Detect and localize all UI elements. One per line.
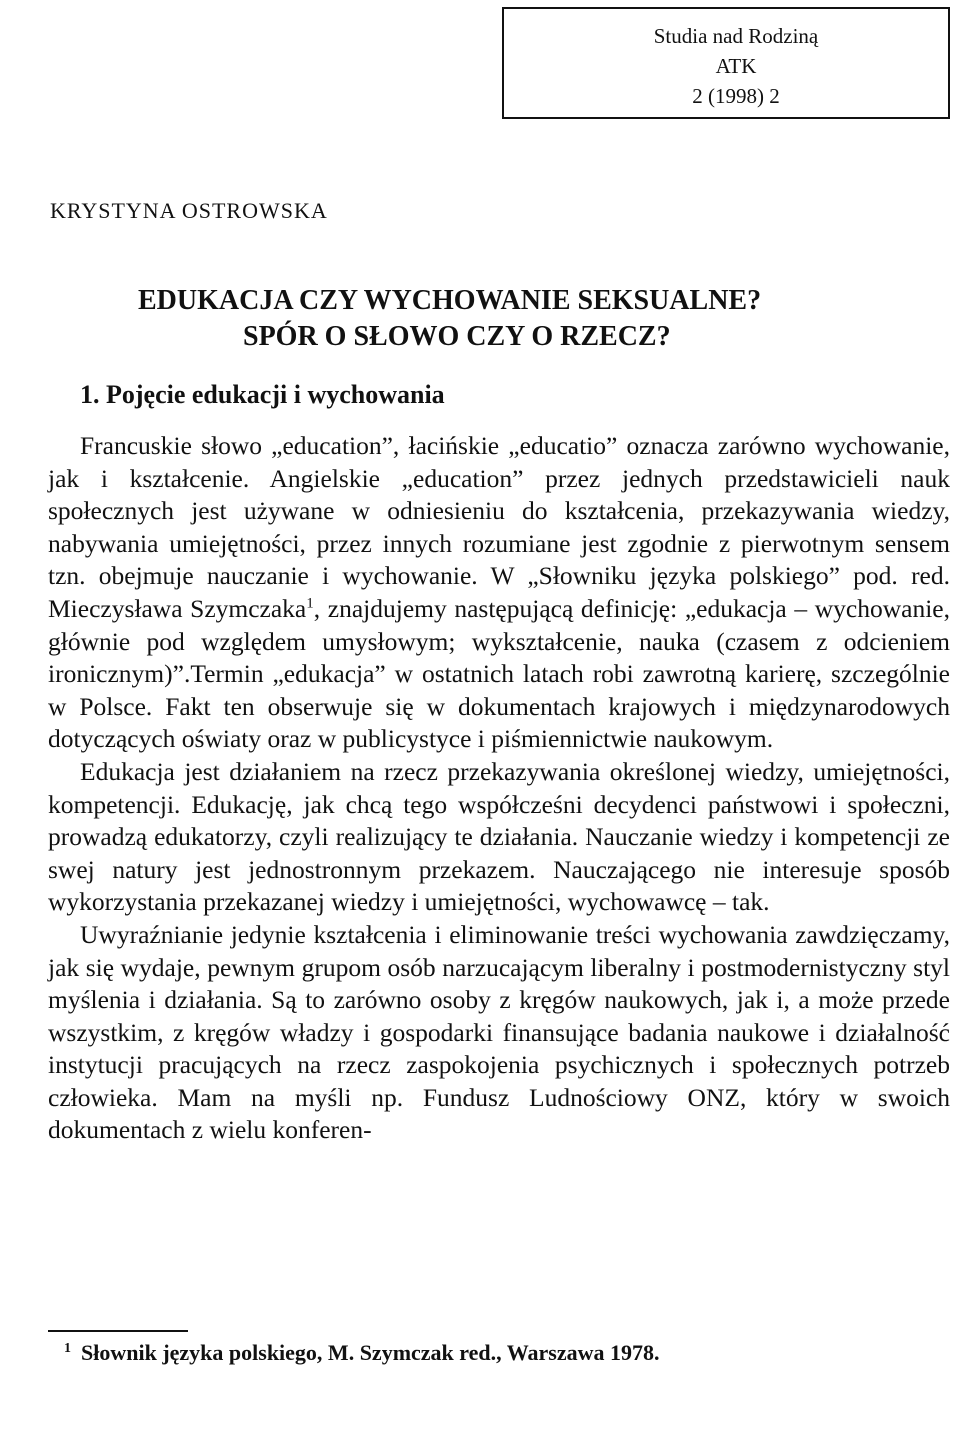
- author-name: KRYSTYNA OSTROWSKA: [50, 198, 328, 223]
- footnote-number: 1: [64, 1340, 71, 1356]
- section-heading: 1. Pojęcie edukacji i wychowania: [80, 380, 445, 409]
- footnote: [64, 1340, 660, 1366]
- paragraph-1: [48, 430, 950, 756]
- paragraph-1-text-b: , znajdujemy następującą definicję: „edukacja – wychowanie, głównie pod względem umysłowym; wykształcenie, nauka (czasem z odcieniem ironicznym)”.Termin „edukacja” w ostatnich latach robi zawrotną karierę, szczególnie w Polsce. Fakt ten obserwuje się w dokumentach krajowych i międzynarodowych dotyczących oświaty oraz w publicystyce i piśmiennictwie naukowym.: [48, 593, 950, 754]
- article-title-line1: EDUKACJA CZY WYCHOWANIE SEKSUALNE?: [138, 285, 762, 316]
- journal-issue: 2 (1998) 2: [692, 84, 780, 108]
- paragraph-3: Uwyraźnianie jedynie kształcenia i eliminowanie treści wychowania zawdzięczamy, jak się wydaje, pewnym grupom osób narzucającym liberalny i postmodernistyczny styl myślenia i działania. Są to zarówno osoby z kręgów naukowych, jak i, a może przede wszystkim, z kręgów władzy i gospodarki finansujące badania naukowe i działalność instytucji pracujących na rzecz zaspokojenia psychicznych i społecznych potrzeb człowieka. Mam na myśli np. Fundusz Ludnościowy ONZ, który w swoich dokumentach z wielu konferen-: [48, 919, 950, 1145]
- journal-name: Studia nad Rodziną: [653, 24, 819, 48]
- journal-info-box: [502, 7, 950, 119]
- footnote-text: Słownik języka polskiego, M. Szymczak red., Warszawa 1978.: [81, 1340, 660, 1365]
- paragraph-1-text-a: Francuskie słowo „education”, łacińskie „educatio” oznacza zarówno wychowanie, jak i kształcenie. Angielskie „education” przez jednych przedstawicieli nauk społecznych jest używane w odniesieniu do kształcenia, przekazywania wiedzy, nabywania umiejętności, przez innych rozumiane jest zgodnie z pierwotnym sensem tzn. obejmuje nauczanie i wychowanie. W „Słowniku języka polskiego” pod. red. Mieczysława Szymczaka: [48, 431, 950, 623]
- paragraph-2: Edukacja jest działaniem na rzecz przekazywania określonej wiedzy, umiejętności, kompetencji. Edukację, jak chcą tego współcześni decydenci państwowi i społeczni, prowadzą edukatorzy, czyli realizujący te działania. Nauczanie wiedzy i kompetencji ze swej natury jest jednostronnym przekazem. Nauczającego nie interesuje sposób wykorzystania przekazanej wiedzy i umiejętności, wychowawcę – tak.: [48, 756, 950, 917]
- body-text: [48, 430, 950, 1147]
- footnote-divider: [48, 1330, 188, 1332]
- article-title-line2: SPÓR O SŁOWO CZY O RZECZ?: [243, 321, 671, 352]
- footnote-reference: 1: [306, 595, 314, 612]
- journal-publisher: ATK: [715, 54, 757, 78]
